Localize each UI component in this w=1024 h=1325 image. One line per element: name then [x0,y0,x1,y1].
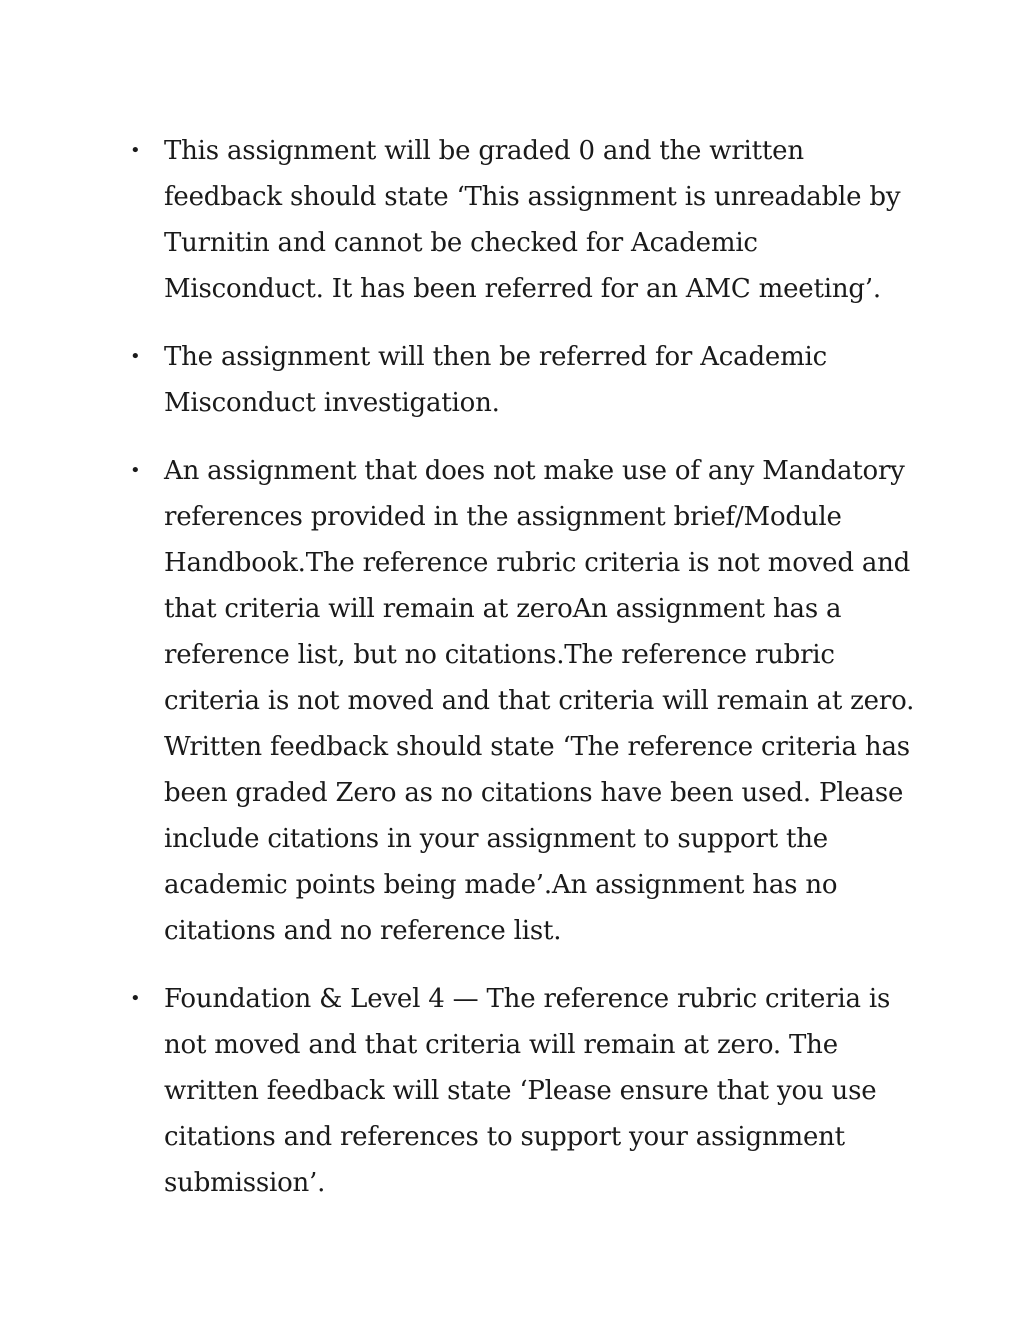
list-item [130,128,920,312]
list-item-text: The assignment will then be referred for Academic Misconduct investigation. [164,342,828,418]
bullet-list [130,128,920,1228]
list-item-text: Foundation & Level 4 — The reference rubric criteria is not moved and that criteria will remain at zero. The written feedback will state ‘Please ensure that you use citations and references to support your assignment submission’. [164,984,891,1198]
list-item [130,976,920,1206]
list-item [130,448,920,954]
bullet-icon: • [130,140,141,161]
list-item-text: An assignment that does not make use of any Mandatory references provided in the assignment brief/Module Handbook.The reference rubric criteria is not moved and that criteria will remain at zeroAn assignment has a reference list, but no citations.The reference rubric criteria is not moved and that criteria will remain at zero. Written feedback should state ‘The reference criteria has been graded Zero as no citations have been used. Please include citations in your assignment to support the academic points being made’.An assignment has no citations and no reference list. [164,456,915,946]
list-item-text: This assignment will be graded 0 and the written feedback should state ‘This assignment is unreadable by Turnitin and cannot be checked for Academic Misconduct. It has been referred for an AMC meeting’. [164,136,901,304]
bullet-icon: • [130,460,141,481]
bullet-icon: • [130,346,141,367]
list-item [130,334,920,426]
bullet-icon: • [130,988,141,1009]
